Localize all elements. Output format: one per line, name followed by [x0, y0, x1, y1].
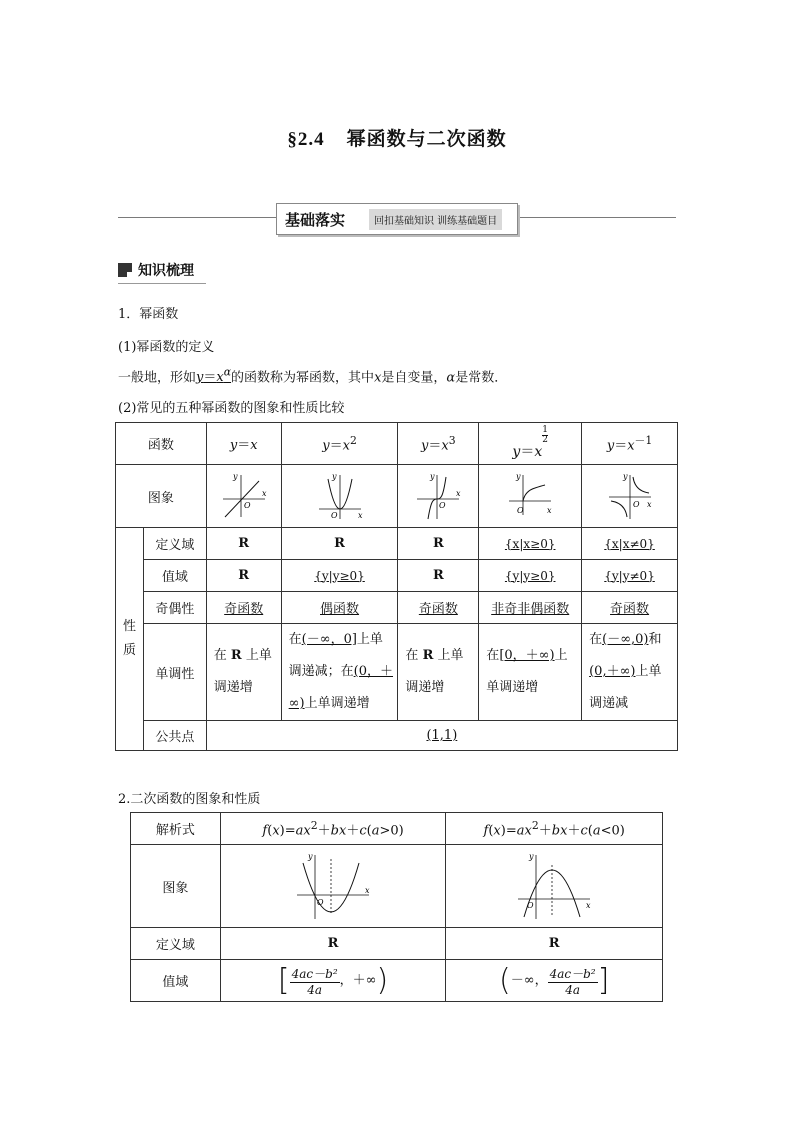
p3-after1: 的函数称为幂函数，其中 — [231, 370, 375, 386]
section-square-icon — [118, 263, 132, 277]
paragraph-4: (2)常见的五种幂函数的图象和性质比较 — [118, 401, 345, 416]
function-y-eq-x-inv: $y=x^{-1}$ — [582, 423, 678, 465]
range-label: 值域 — [143, 560, 206, 592]
quad-graph-downward — [446, 845, 663, 928]
svg-text:y: y — [529, 852, 534, 861]
domain-2: R — [281, 528, 398, 560]
banner — [276, 203, 518, 235]
p3-after2: 是自变量， — [381, 370, 447, 386]
range-4: {y|y≥0} — [479, 560, 582, 592]
function-y-eq-x: y＝x — [206, 423, 281, 465]
paragraph-3 — [118, 366, 507, 385]
parity-label: 奇偶性 — [143, 592, 206, 624]
parity-row — [116, 592, 678, 624]
monotonic-label: 单调性 — [143, 624, 206, 721]
monotonic-4: 在[0，＋∞)上 单调递增 — [479, 624, 582, 721]
range-1: R — [206, 560, 281, 592]
quad-domain-row — [131, 928, 663, 960]
properties-label — [116, 528, 144, 751]
quad-range-row — [131, 960, 663, 1002]
quad-graph-upward — [220, 845, 446, 928]
graph-y-eq-inv — [582, 465, 678, 528]
function-y-eq-x2: $y=x^2$ — [281, 423, 398, 465]
svg-text:O: O — [632, 500, 640, 509]
power-function-table — [115, 422, 678, 751]
function-y-eq-x-half: y＝x $^{\frac{1}{2}}$ — [479, 423, 582, 465]
quad-graph-row — [131, 845, 663, 928]
axis-o-label: O — [243, 501, 251, 510]
function-y-eq-x3: $y=x^3$ — [398, 423, 479, 465]
svg-text:O: O — [317, 898, 324, 907]
quad-range-label: 值域 — [131, 960, 221, 1002]
parity-1: 奇函数 — [206, 592, 281, 624]
svg-text:x: x — [547, 506, 552, 515]
formula-y: y — [196, 370, 204, 386]
paragraph-1: 1．幂函数 — [118, 307, 179, 322]
paragraph-5: 2.二次函数的图象和性质 — [118, 792, 261, 807]
svg-text:y: y — [308, 852, 313, 861]
monotonic-3: 在 R 上单 调递增 — [398, 624, 479, 721]
quad-range-2: (－∞， $\frac{\text{4ac－b²}}{4a}$ ] — [446, 960, 663, 1002]
svg-text:x: x — [357, 511, 363, 520]
svg-text:x: x — [456, 489, 461, 498]
p3-x: x — [374, 370, 382, 386]
graph-y-eq-sqrt — [479, 465, 582, 528]
quad-domain-1: R — [220, 928, 446, 960]
quad-domain-2: R — [446, 928, 663, 960]
graph-y-eq-x — [206, 465, 281, 528]
svg-text:x: x — [586, 901, 591, 910]
quad-formula-label: 解析式 — [131, 813, 221, 845]
monotonic-1: 在 R 上单 调递增 — [206, 624, 281, 721]
banner-main: 基础落实 — [285, 210, 346, 229]
title-text: 幂函数与二次函数 — [346, 128, 507, 150]
power-formula — [196, 366, 232, 386]
domain-row — [116, 528, 678, 560]
paragraph-2: (1)幂函数的定义 — [118, 340, 215, 355]
graph-y-eq-x2 — [281, 465, 398, 528]
formula-eq: ＝ — [203, 370, 217, 386]
parity-5: 奇函数 — [582, 592, 678, 624]
section-heading-label: 知识梳理 — [138, 263, 194, 279]
section-heading — [118, 260, 194, 280]
quad-formula-2: $f(x)=ax^2+bx+c(a<0)$ — [446, 813, 663, 845]
page-title — [0, 124, 794, 151]
range-5: {y|y≠0} — [582, 560, 678, 592]
svg-text:x: x — [365, 886, 370, 895]
quad-range-1: [ $\frac{\text{4ac－b²}}{4a}$ ，＋∞) — [220, 960, 446, 1002]
graph-row — [116, 465, 678, 528]
svg-text:O: O — [439, 501, 446, 510]
formula-x: x — [216, 370, 224, 386]
svg-text:x: x — [646, 500, 652, 509]
common-point-row — [116, 721, 678, 751]
section-number: §2.4 — [287, 129, 325, 150]
monotonic-2: 在(－∞，0]上单 调递减；在(0，＋ ∞)上单调递增 — [281, 624, 398, 721]
banner-line-right — [516, 217, 676, 218]
axis-x-label: x — [261, 489, 267, 498]
banner-line-left — [118, 217, 276, 218]
domain-1: R — [206, 528, 281, 560]
svg-text:y: y — [430, 472, 435, 481]
domain-label: 定义域 — [143, 528, 206, 560]
common-point-value: (1,1) — [206, 721, 677, 751]
quad-formula-1: $f(x)=ax^2+bx+c(a>0)$ — [220, 813, 446, 845]
domain-5: {x|x≠0} — [582, 528, 678, 560]
monotonic-5: 在(－∞,0)和 (0,＋∞)上单 调递减 — [582, 624, 678, 721]
p3-after3: 是常数． — [455, 370, 508, 386]
p3-alpha: α — [446, 370, 456, 386]
graph-header: 图象 — [116, 465, 207, 528]
common-point-label: 公共点 — [143, 721, 206, 751]
svg-text:y: y — [516, 472, 521, 481]
range-2: {y|y≥0} — [281, 560, 398, 592]
svg-text:O: O — [330, 511, 338, 520]
quad-formula-row — [131, 813, 663, 845]
p3-before: 一般地，形如 — [118, 370, 197, 386]
quadratic-function-table — [130, 812, 663, 1002]
monotonic-row — [116, 624, 678, 721]
quad-graph-label: 图象 — [131, 845, 221, 928]
range-row — [116, 560, 678, 592]
parity-3: 奇函数 — [398, 592, 479, 624]
quad-domain-label: 定义域 — [131, 928, 221, 960]
axis-y-label: y — [232, 472, 238, 481]
prop-label-1: 性 — [122, 619, 136, 634]
range-3: R — [398, 560, 479, 592]
domain-4: {x|x≥0} — [479, 528, 582, 560]
prop-label-2: 质 — [122, 643, 136, 658]
svg-text:y: y — [331, 472, 337, 481]
svg-text:y: y — [622, 472, 628, 481]
domain-3: R — [398, 528, 479, 560]
function-row — [116, 423, 678, 465]
svg-text:O: O — [517, 506, 524, 515]
banner-sub: 回扣基础知识 训练基础题目 — [369, 209, 502, 230]
section-underline — [118, 283, 206, 284]
svg-text:O: O — [527, 901, 534, 910]
parity-4: 非奇非偶函数 — [479, 592, 582, 624]
formula-alpha: α — [223, 366, 232, 379]
graph-y-eq-x3 — [398, 465, 479, 528]
parity-2: 偶函数 — [281, 592, 398, 624]
function-header: 函数 — [116, 423, 207, 465]
